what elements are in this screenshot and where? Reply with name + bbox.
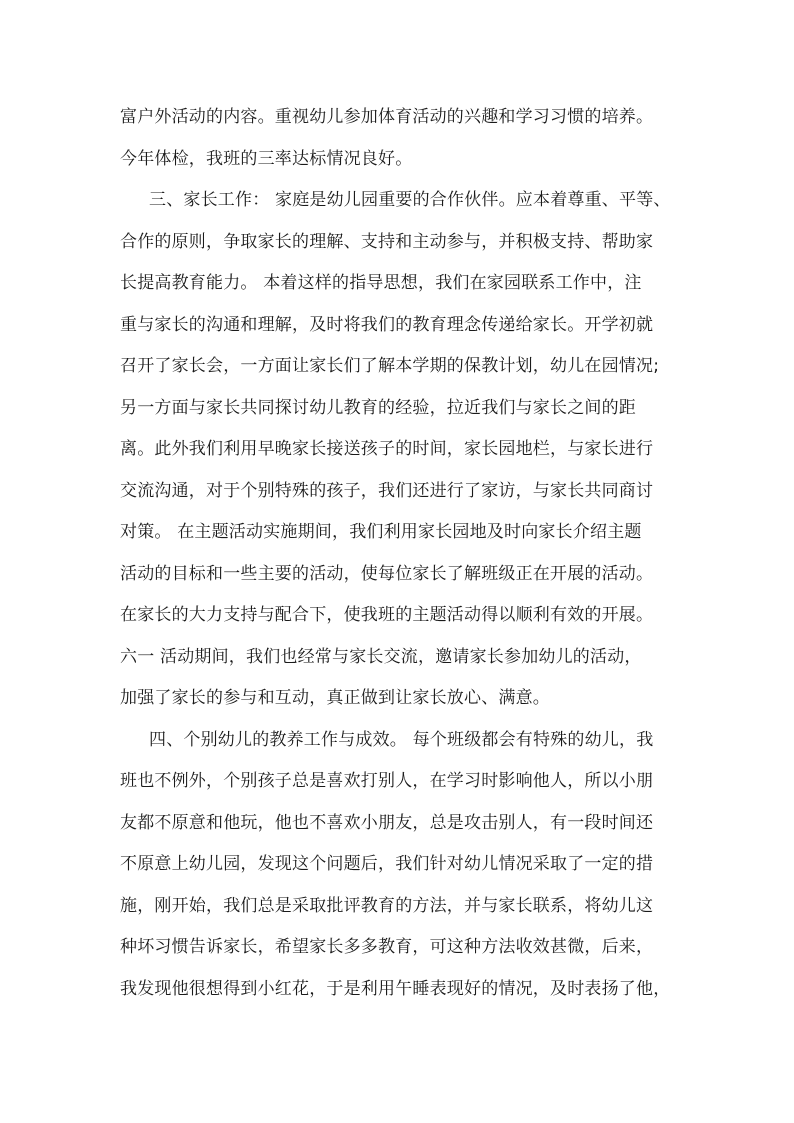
text-line: 加强了家长的参与和互动，真正做到让家长放心、满意。 [120,688,550,708]
text-line: 三、家长工作： 家庭是幼儿园重要的合作伙伴。应本着尊重、平等、 [149,190,671,210]
text-line: 班也不例外，个别孩子总是喜欢打别人，在学习时影响他人，所以小朋 [120,771,654,791]
text-line: 今年体检，我班的三率达标情况良好。 [120,148,413,169]
document-body [120,101,676,1014]
text-line: 在家长的大力支持与配合下，使我班的主题活动得以顺利有效的开展。 [120,605,654,625]
text-line: 富户外活动的内容。重视幼儿参加体育活动的兴趣和学习习惯的培养。 [120,107,654,127]
text-line: 不原意上幼儿园，发现这个问题后，我们针对幼儿情况采取了一定的措 [120,854,654,874]
text-line: 召开了家长会，一方面让家长们了解本学期的保教计划，幼儿在园情况; [120,356,660,376]
text-line: 四、个别幼儿的教养工作与成效。 每个班级都会有特殊的幼儿，我 [149,729,654,750]
text-line: 长提高教育能力。 本着这样的指导思想，我们在家园联系工作中，注 [120,273,642,293]
text-line: 种坏习惯告诉家长，希望家长多多教育，可这种方法收效甚微，后来， [120,937,654,957]
text-line: 施，刚开始，我们总是采取批评教育的方法，并与家长联系，将幼儿这 [120,895,654,916]
text-line: 六一 活动期间，我们也经常与家长交流，邀请家长参加幼儿的活动， [120,646,642,667]
text-line: 离。此外我们利用早晚家长接送孩子的时间，家长园地栏，与家长进行 [120,439,654,459]
text-line: 我发现他很想得到小红花，于是利用午睡表现好的情况，及时表扬了他， [120,978,671,999]
text-line: 合作的原则，争取家长的理解、支持和主动参与，并积极支持、帮助家 [120,231,654,252]
text-line: 交流沟通，对于个别特殊的孩子，我们还进行了家访，与家长共同商讨 [120,480,654,501]
text-line: 重与家长的沟通和理解，及时将我们的教育理念传递给家长。开学初就 [120,314,654,335]
text-line: 另一方面与家长共同探讨幼儿教育的经验，拉近我们与家长之间的距 [120,397,636,418]
text-line: 友都不原意和他玩，他也不喜欢小朋友，总是攻击别人，有一段时间还 [120,812,654,833]
text-line: 活动的目标和一些主要的活动，使每位家长了解班级正在开展的活动。 [120,563,654,584]
text-line: 对策。 在主题活动实施期间，我们利用家长园地及时向家长介绍主题 [120,522,642,542]
